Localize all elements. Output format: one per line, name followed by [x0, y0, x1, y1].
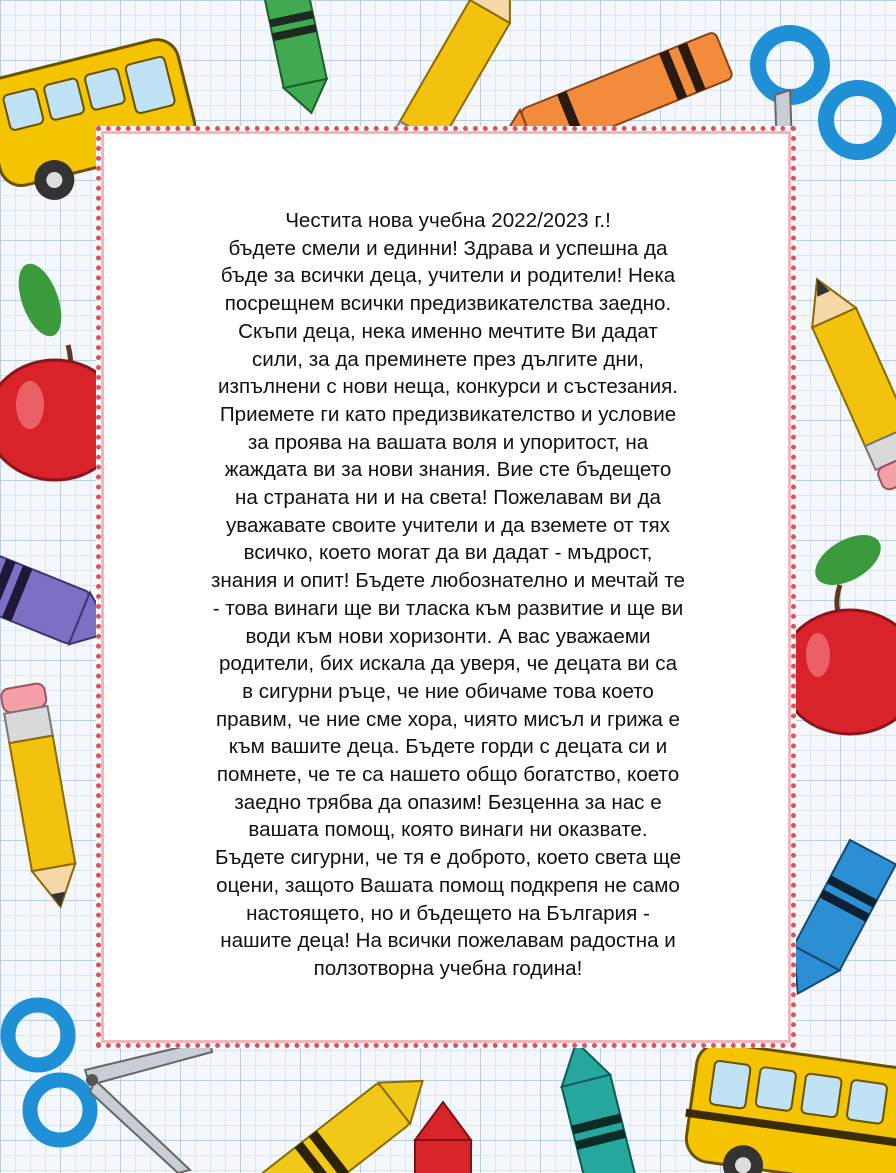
letter-line: знания и опит! Бъдете любознателно и мечтай те — [210, 569, 686, 593]
letter-line: сили, за да преминете през дългите дни, — [251, 347, 645, 371]
letter-line: води към нови хоризонти. А вас уважаеми — [245, 624, 651, 648]
letter-line: нашите деца! На всички пожелавам радостна и — [220, 929, 676, 953]
school-bus-icon — [677, 1039, 896, 1173]
letter-line: в сигурни ръце, че ние обичаме това което — [242, 679, 654, 703]
letter-line: настоящето, но и бъдещето на България - — [246, 901, 650, 925]
letter-line: жаждата ви за нови знания. Вие сте бъдещето — [224, 458, 672, 482]
letter-line: за проява на вашата воля и упоритост, на — [247, 430, 649, 454]
letter-line: на страната ни и на света! Пожелавам ви да — [235, 486, 661, 510]
letter-line: бъде за всички деца, учители и родители! Нека — [220, 264, 676, 288]
letter-line: бъдете смели и единни! Здрава и успешна да — [228, 236, 668, 260]
letter-line: оцени, защото Вашата помощ подкрепя не само — [216, 873, 680, 897]
letter-line: всичко, което могат да ви дадат - мъдрост, — [243, 541, 653, 565]
yellow-crayon-icon — [260, 1060, 439, 1173]
greeting-letter — [150, 207, 746, 983]
red-crayon-icon — [415, 1102, 471, 1173]
letter-line: Честита нова учебна 2022/2023 г.! — [285, 209, 611, 232]
letter-line: правим, че ние сме хора, чиято мисъл и грижа е — [216, 707, 680, 731]
letter-line: вашата помощ, която винаги ни оказвате. — [248, 818, 648, 842]
letter-line: уважавате своите учители и да вземете от тях — [226, 513, 670, 537]
letter-line: родители, бих искала да уверя, че децата ви са — [218, 652, 678, 676]
letter-line: ползотворна учебна година! — [313, 956, 583, 980]
pencil-icon — [0, 682, 82, 910]
letter-line: помнете, че те са нашето общо богатство, което — [216, 763, 680, 787]
letter-line: Приемете ги като предизвикателство и условие — [219, 402, 677, 426]
letter-line: към вашите деца. Бъдете горди с децата си и — [228, 735, 668, 759]
letter-line: изпълнени с нови неща, конкурси и състезания. — [218, 375, 678, 399]
letter-line: заедно трябва да опазим! Безценна за нас е — [234, 790, 662, 814]
letter-line: - това винаги ще ви тласка към развитие и ще ви — [212, 596, 684, 620]
letter-line: Бъдете сигурни, че тя е доброто, което света ще — [214, 846, 682, 870]
apple-icon — [780, 525, 896, 734]
letter-line: посрещнем всички предизвикателства заедно. — [224, 292, 672, 316]
pencil-icon — [795, 270, 896, 492]
letter-line: Скъпи деца, нека именно мечтите Ви дадат — [238, 319, 658, 343]
green-crayon-icon — [261, 0, 333, 117]
teal-crayon-icon — [552, 1036, 644, 1173]
